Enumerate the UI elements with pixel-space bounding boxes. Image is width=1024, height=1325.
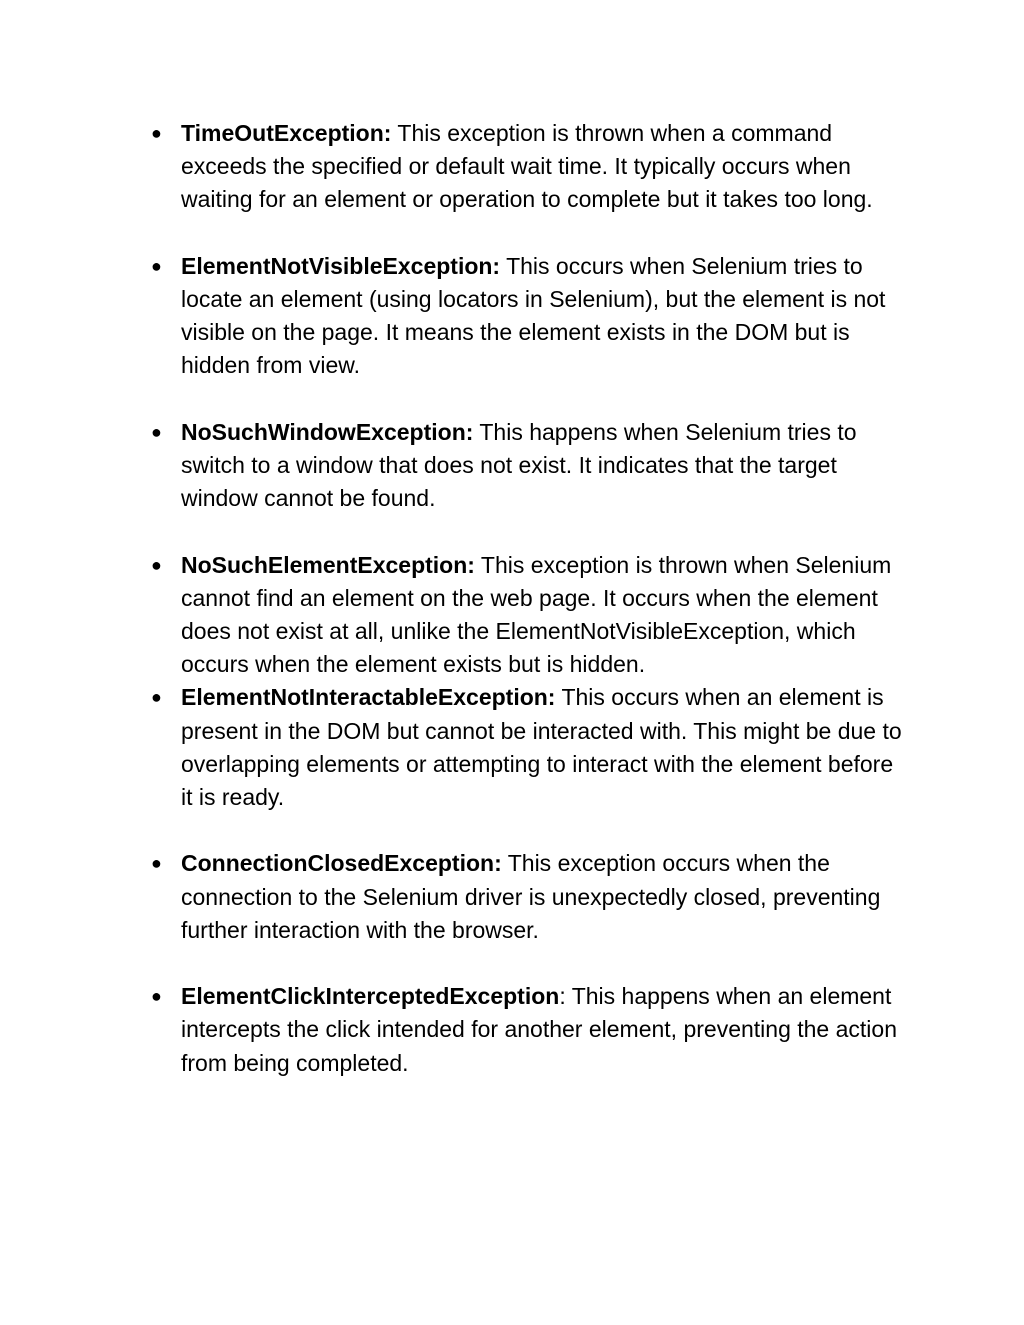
list-item-element-click-intercepted-exception (0, 980, 906, 1080)
bullet-icon: ● (151, 421, 162, 442)
bullet-icon: ● (151, 853, 162, 874)
exception-term: ElementNotInteractableException: (181, 684, 556, 711)
list-item-timeout-exception (0, 117, 906, 217)
exception-term: ElementNotVisibleException: (181, 252, 501, 279)
exception-term: ElementClickInterceptedException (181, 983, 560, 1010)
exception-list (0, 117, 1024, 1080)
exception-description: This exception is thrown when a command exceeds the specified or default wait time. It typically occurs when waiting for an element or operation to complete but it takes too long. (181, 120, 873, 213)
list-item-element-not-interactable-exception (0, 681, 906, 814)
exception-term: NoSuchElementException: (181, 551, 475, 578)
exception-description: This occurs when an element is present in the DOM but cannot be interacted with. This might be due to overlapping elements or attempting to interact with the element before it is ready. (181, 684, 902, 811)
exception-term: TimeOutException: (181, 120, 392, 146)
exception-description: This happens when Selenium tries to switch to a window that does not exist. It indicates that the target window cannot be found. (181, 418, 857, 512)
exception-description: This exception is thrown when Selenium cannot find an element on the web page. It occurs when the element does not exist at all, unlike the ElementNotVisibleException, which occurs when the element exists but is hidden. (181, 551, 892, 678)
list-item-no-such-window-exception (0, 416, 906, 516)
exception-term: NoSuchWindowException: (181, 418, 474, 445)
list-item-connection-closed-exception (0, 847, 906, 947)
bullet-icon: ● (151, 255, 162, 276)
bullet-icon: ● (151, 687, 162, 708)
exception-description: This exception occurs when the connection to the Selenium driver is unexpectedly closed, preventing further interaction with the browser. (181, 850, 881, 943)
exception-description: This occurs when Selenium tries to locate an element (using locators in Selenium), but the element is not visible on the page. It means the element exists in the DOM but is hidden from view. (181, 252, 886, 379)
bullet-icon: ● (151, 123, 162, 143)
list-item-no-such-element-exception (0, 549, 906, 682)
list-item-element-not-visible-exception (0, 250, 906, 383)
bullet-icon: ● (151, 554, 162, 575)
bullet-icon: ● (151, 986, 162, 1007)
exception-term: ConnectionClosedException: (181, 850, 502, 877)
exception-description: : This happens when an element intercepts the click intended for another element, preventing the action from being completed. (181, 983, 897, 1076)
